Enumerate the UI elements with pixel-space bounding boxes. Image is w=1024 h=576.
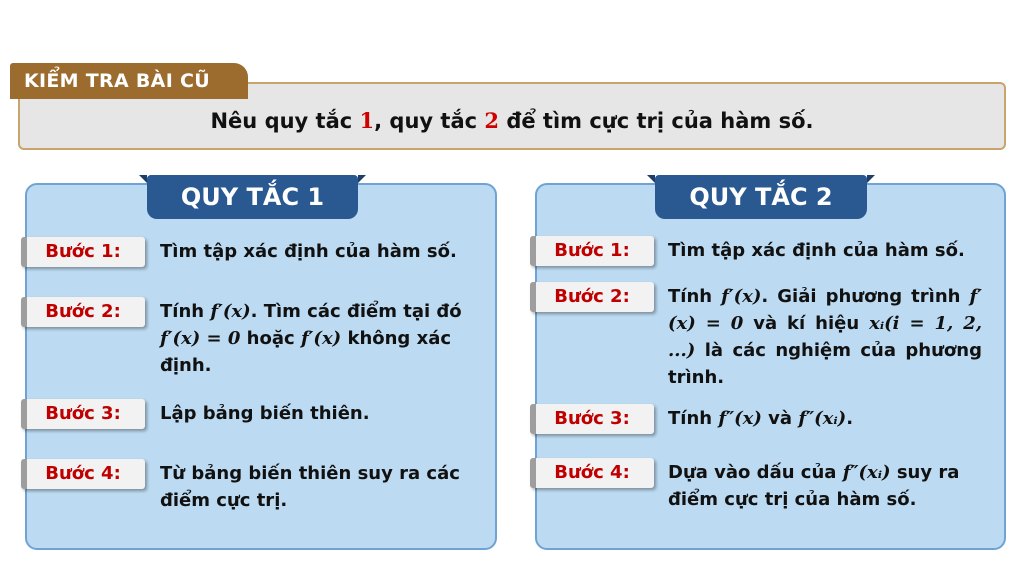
rule1-step3-label: Bước 3: — [21, 399, 145, 429]
rule1-step4-text: Từ bảng biến thiên suy ra các điểm cực trị. — [160, 463, 460, 511]
rule2-step2-text: Tính f′(x). Giải phương trình f′(x) = 0 và kí hiệu xᵢ(i = 1, 2, ...) là các nghiệm của phương trình. — [668, 286, 983, 388]
rule1-step2-label: Bước 2: — [21, 297, 145, 327]
rule2-step2-label: Bước 2: — [530, 282, 654, 312]
rule1-step3-text: Lập bảng biến thiên. — [160, 403, 370, 424]
rule2-step1-text: Tìm tập xác định của hàm số. — [668, 240, 965, 261]
rule2-step4-text: Dựa vào dấu của f″(xᵢ) suy ra điểm cực trị của hàm số. — [668, 462, 960, 510]
rule1-step4-label: Bước 4: — [21, 459, 145, 489]
rule2-step3-text: Tính f″(x) và f″(xᵢ). — [668, 408, 854, 429]
rule-number-2: 2 — [484, 108, 500, 133]
rule2-step3-label: Bước 3: — [530, 404, 654, 434]
rule2-step1-label: Bước 1: — [530, 236, 654, 266]
rule1-step1-label: Bước 1: — [21, 237, 145, 267]
rule1-step2-text: Tính f′(x). Tìm các điểm tại đó f′(x) = 0 hoặc f′(x) không xác định. — [160, 301, 462, 376]
rule-number-1: 1 — [359, 108, 375, 133]
question-text: Nêu quy tắc 1, quy tắc 2 để tìm cực trị của hàm số. — [210, 108, 814, 133]
section-tag: KIỂM TRA BÀI CŨ — [10, 63, 248, 99]
rule1-step1-text: Tìm tập xác định của hàm số. — [160, 241, 457, 262]
rule1-title: QUY TẮC 1 — [147, 175, 358, 219]
rule2-title: QUY TẮC 2 — [655, 175, 867, 219]
rule2-step4-label: Bước 4: — [530, 458, 654, 488]
